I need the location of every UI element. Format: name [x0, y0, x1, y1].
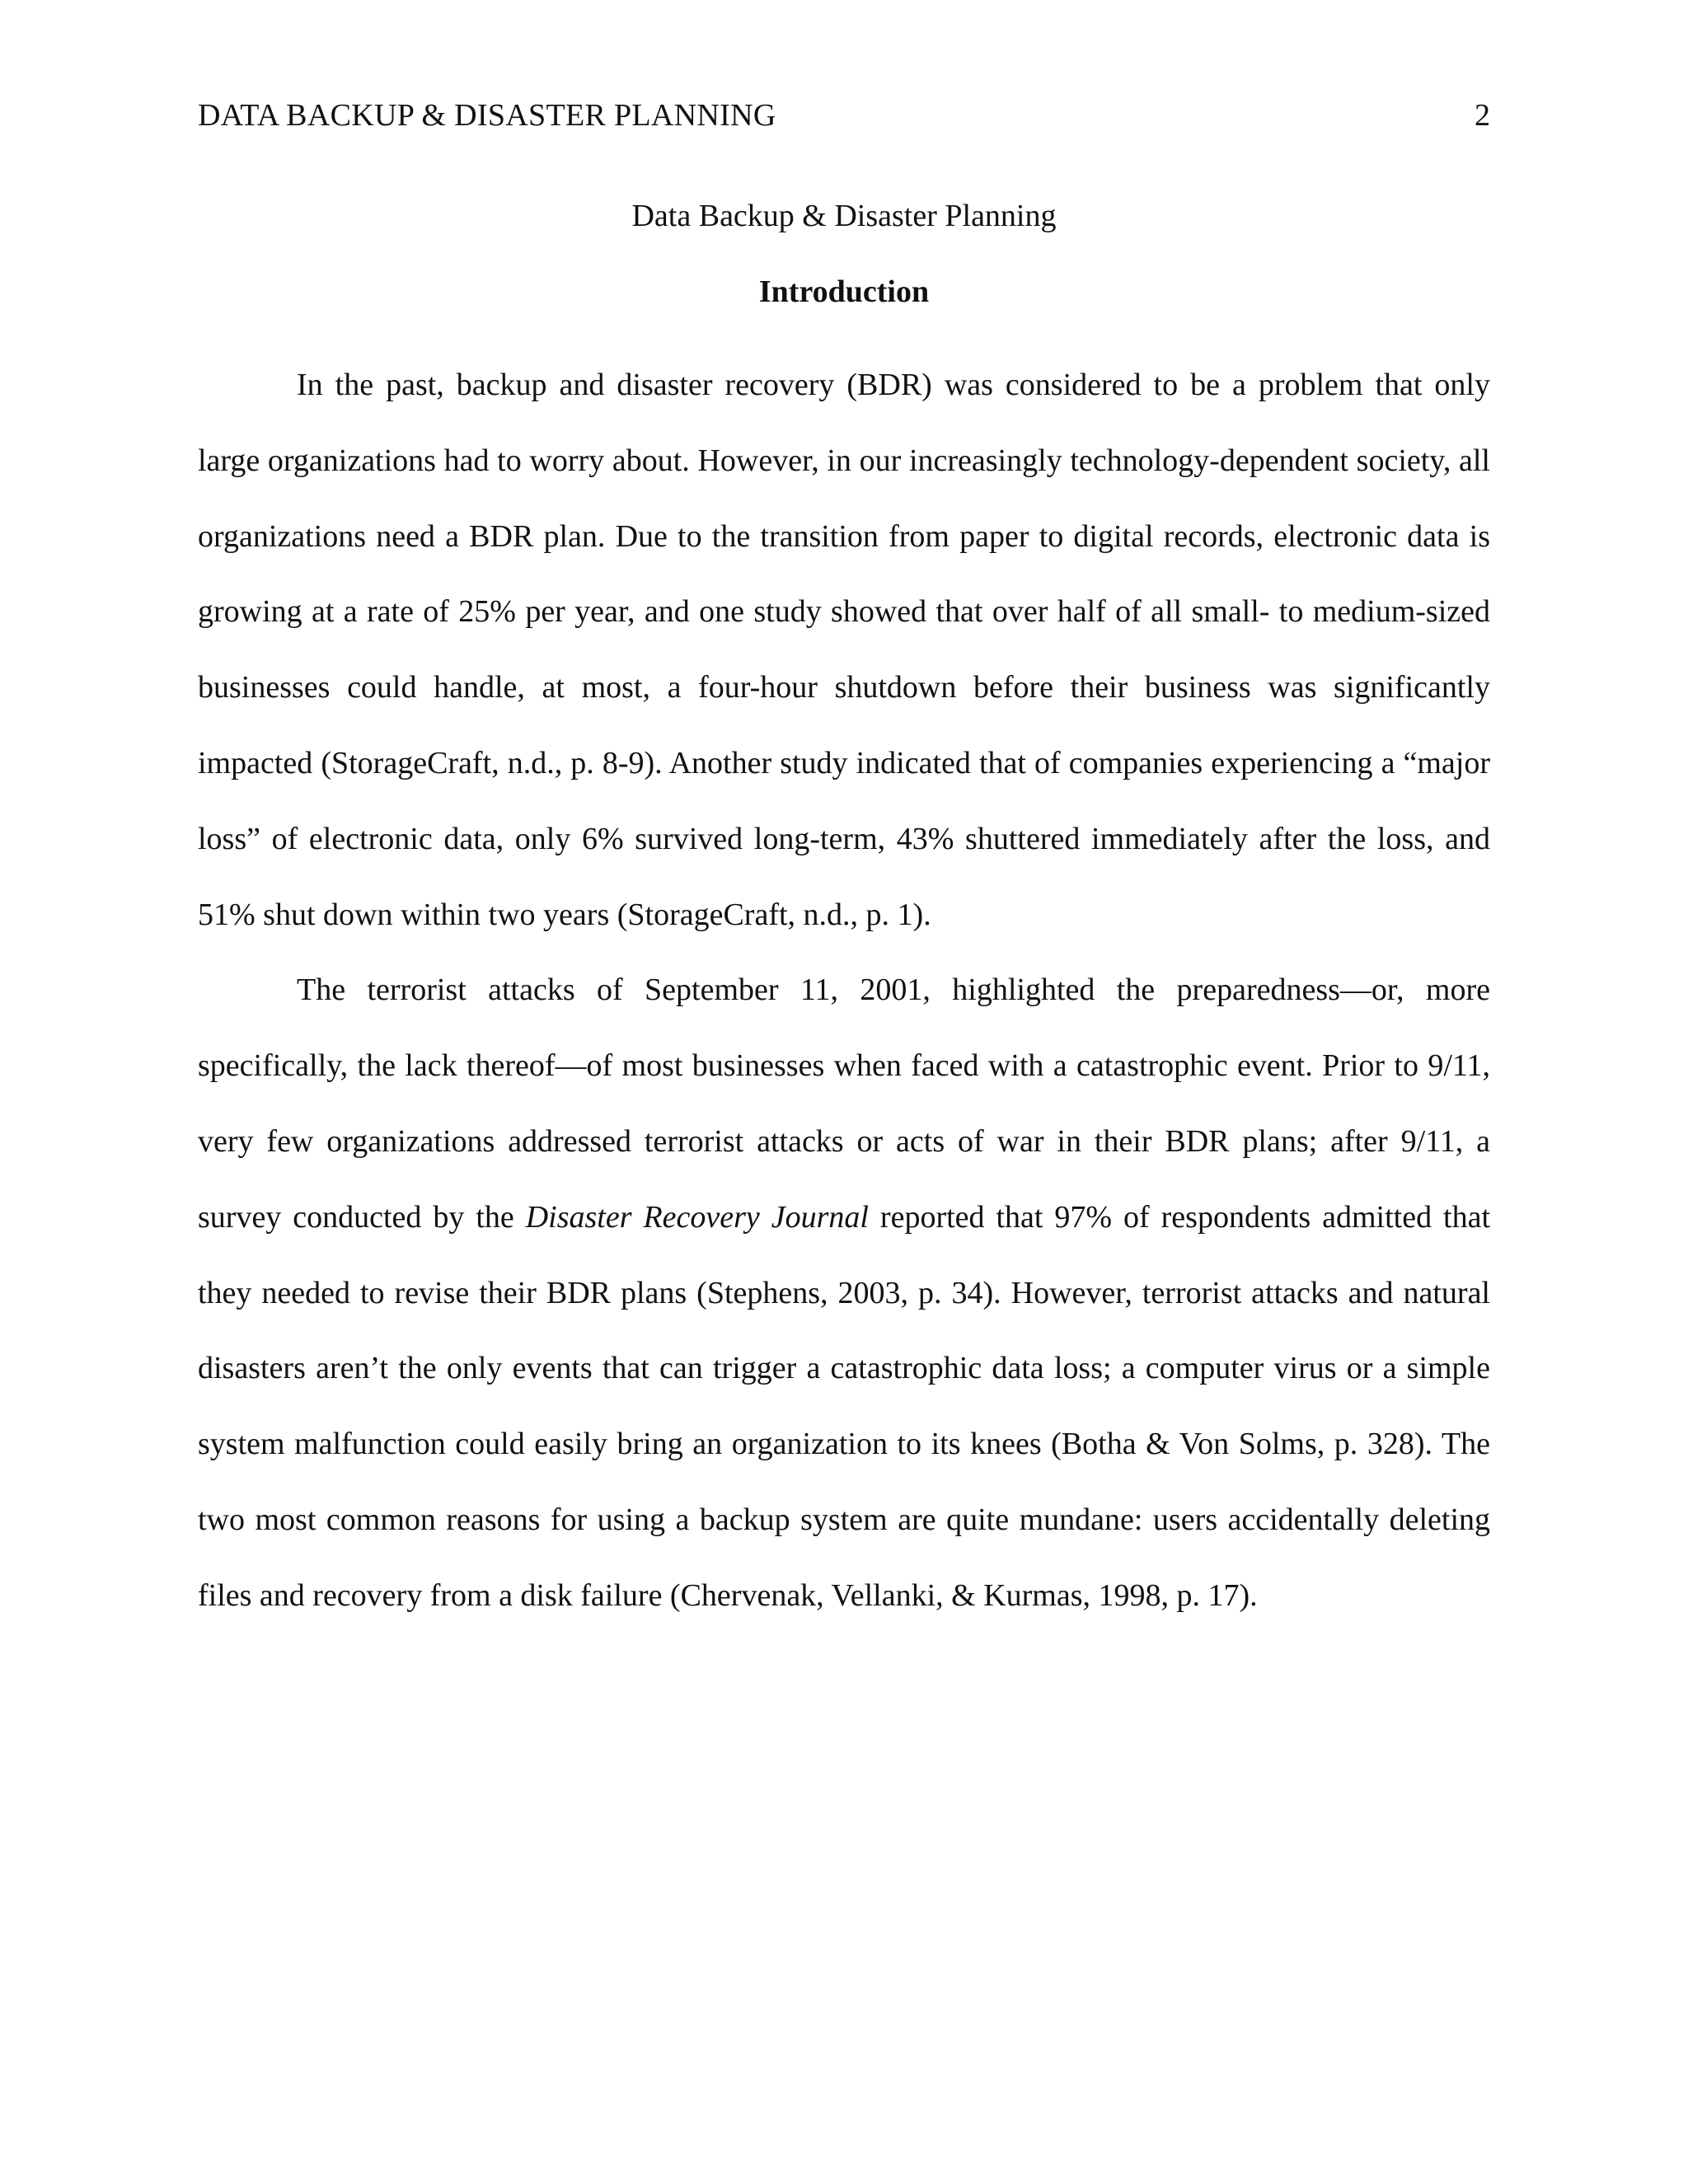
paragraph-2 — [198, 953, 1490, 1633]
journal-title: Disaster Recovery Journal — [525, 1199, 869, 1235]
page-number: 2 — [1475, 98, 1490, 133]
running-head: DATA BACKUP & DISASTER PLANNING — [198, 98, 776, 133]
document-title: Data Backup & Disaster Planning — [631, 199, 1057, 233]
paragraph-2-text-end: reported that 97% of respondents admitted that they needed to revise their BDR plans (Stephens, 2003, p. 34). However, terrorist attacks and natural disasters aren’t the only events that can trigger a catastrophic data loss; a computer virus or a simple system malfunction could easily bring an organization to its knees (Botha & Von Solms, p. 328). The two most common reasons for using a backup system are quite mundane: users accidentally deleting files and recovery from a disk failure (Chervenak, Vellanki, & Kurmas, 1998, p. 17). — [198, 1199, 1491, 1613]
section-heading: Introduction — [758, 274, 930, 309]
body-text — [198, 348, 1490, 1634]
paragraph-1 — [198, 348, 1490, 953]
paragraph-1-text: In the past, backup and disaster recovery (BDR) was considered to be a problem that only large organizations had to worry about. However, in our increasingly technology-dependent society, all organizations need a BDR plan. Due to the transition from paper to digital records, electronic data is growing at a rate of 25% per year, and one study showed that over half of all small- to medium-sized businesses could handle, at most, a four-hour shutdown before their business was significantly impacted (StorageCraft, n.d., p. 8-9). Another study indicated that of companies experiencing a “major loss” of electronic data, only 6% survived long-term, 43% shuttered immediately after the loss, and 51% shut down within two years (StorageCraft, n.d., p. 1). — [198, 368, 1490, 932]
paragraph-2-text-start: The terrorist attacks of September 11, 2001, highlighted the preparedness—or, more specifically, the lack thereof—of most businesses when faced with a catastrophic event. Prior to 9/11, very few organizations addressed terrorist attacks or acts of war in their BDR plans; after 9/11, a survey conducted by the — [198, 972, 1490, 1235]
